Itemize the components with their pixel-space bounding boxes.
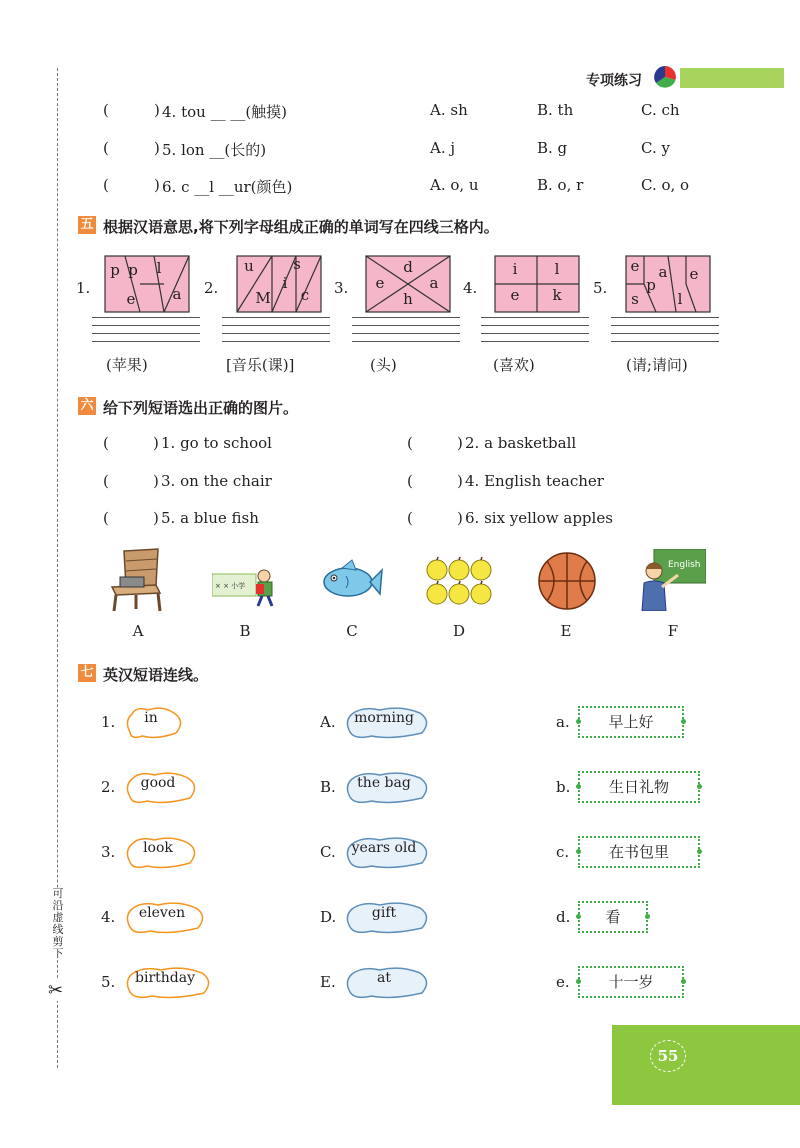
answer-blank-open: ( <box>103 176 109 194</box>
item-caption: (头) <box>370 356 397 374</box>
question-stem: 6. c __l __ur(颜色) <box>162 178 293 196</box>
answer-blank-close: ) <box>154 101 160 119</box>
cut-hint: 可沿虚线剪下 <box>52 887 64 960</box>
item-number: c. <box>556 843 570 861</box>
chinese-meaning[interactable]: 十一岁 <box>578 966 684 998</box>
section5-title: 根据汉语意思,将下列字母组成正确的单词写在四线三格内。 <box>103 218 499 236</box>
picture-label: B <box>239 622 251 640</box>
box-letter: i <box>512 260 518 278</box>
item-number: E. <box>320 973 336 991</box>
option-c[interactable]: C. ch <box>641 101 680 119</box>
letter-box <box>104 255 190 313</box>
box-letter: e <box>689 265 699 283</box>
box-letter: e <box>630 257 640 275</box>
answer-blank-close: ) <box>457 509 463 527</box>
item-caption: [音乐(课)] <box>226 356 295 374</box>
item-number: D. <box>320 908 337 926</box>
chinese-meaning[interactable]: 生日礼物 <box>578 771 700 803</box>
answer-blank-close: ) <box>457 472 463 490</box>
box-letter: p <box>110 261 120 279</box>
item-number: d. <box>556 908 571 926</box>
letter-box <box>236 255 322 313</box>
box-letter: h <box>403 290 413 308</box>
box-letter: p <box>646 276 656 294</box>
box-letter: k <box>552 286 562 304</box>
letter-box <box>494 255 580 313</box>
english-word[interactable]: in <box>144 710 158 726</box>
scissors-icon: ✂ <box>48 980 64 1001</box>
answer-blank-close: ) <box>457 434 463 452</box>
box-letter: s <box>293 255 301 273</box>
english-phrase[interactable]: at <box>377 970 391 986</box>
box-letter: a <box>658 263 668 281</box>
item-number: 5. <box>101 973 116 991</box>
page-number: 55 <box>650 1040 686 1072</box>
english-word[interactable]: eleven <box>138 905 186 921</box>
answer-blank-close: ) <box>153 472 159 490</box>
answer-blank-open: ( <box>103 509 109 527</box>
item-number: 5. <box>593 279 608 297</box>
item-number: B. <box>320 778 336 796</box>
chinese-meaning[interactable]: 早上好 <box>578 706 684 738</box>
header-bar <box>680 68 784 88</box>
header-label: 专项练习 <box>586 73 642 89</box>
option-a[interactable]: A. sh <box>430 101 468 119</box>
chinese-meaning[interactable]: 在书包里 <box>578 836 700 868</box>
phrase-text: 1. go to school <box>161 434 272 452</box>
option-b[interactable]: B. th <box>537 101 574 119</box>
letter-box <box>365 255 451 313</box>
item-number: 4. <box>101 908 116 926</box>
writing-lines[interactable] <box>352 317 460 343</box>
item-number: 2. <box>101 778 116 796</box>
answer-blank-open: ( <box>407 509 413 527</box>
answer-blank-open: ( <box>407 472 413 490</box>
box-letter: e <box>510 286 520 304</box>
english-phrase[interactable]: years old <box>351 840 417 856</box>
question-stem: 5. lon __(长的) <box>162 141 267 159</box>
option-b[interactable]: B. o, r <box>537 176 584 194</box>
section6-badge: 六 <box>78 397 96 415</box>
answer-blank-open: ( <box>103 139 109 157</box>
box-letter: c <box>300 286 310 304</box>
item-number: a. <box>556 713 570 731</box>
answer-blank-close: ) <box>153 509 159 527</box>
child-going-to-school-icon <box>212 562 280 610</box>
answer-blank-open: ( <box>407 434 413 452</box>
phrase-text: 4. English teacher <box>465 472 604 490</box>
box-letter: a <box>429 274 439 292</box>
phrase-text: 6. six yellow apples <box>465 509 613 527</box>
phrase-text: 3. on the chair <box>161 472 272 490</box>
picture-label: F <box>667 622 679 640</box>
picture-label: A <box>132 622 144 640</box>
phrase-text: 5. a blue fish <box>161 509 259 527</box>
box-letter: e <box>375 274 385 292</box>
box-letter: l <box>156 259 162 277</box>
english-phrase[interactable]: the bag <box>357 775 411 791</box>
picture-label: E <box>560 622 572 640</box>
writing-lines[interactable] <box>611 317 719 343</box>
box-letter: s <box>631 290 639 308</box>
color-ball-icon <box>654 66 676 88</box>
answer-blank-open: ( <box>103 101 109 119</box>
english-word[interactable]: good <box>140 775 176 791</box>
section5-badge: 五 <box>78 216 96 234</box>
section7-badge: 七 <box>78 664 96 682</box>
answer-blank-open: ( <box>103 472 109 490</box>
item-number: 1. <box>101 713 116 731</box>
item-number: e. <box>556 973 570 991</box>
basketball-icon <box>537 551 597 611</box>
item-caption: (苹果) <box>106 356 148 374</box>
answer-blank-open: ( <box>103 434 109 452</box>
box-letter: l <box>677 290 683 308</box>
letter-box <box>625 255 711 313</box>
item-number: b. <box>556 778 571 796</box>
box-letter: e <box>126 290 136 308</box>
english-phrase[interactable]: gift <box>371 905 397 921</box>
section6-title: 给下列短语选出正确的图片。 <box>103 399 299 417</box>
picture-label: C <box>346 622 358 640</box>
writing-lines[interactable] <box>92 317 200 343</box>
box-letter: p <box>128 261 138 279</box>
blue-fish-icon <box>318 558 384 606</box>
item-caption: (喜欢) <box>493 356 535 374</box>
box-letter: a <box>172 285 182 303</box>
item-caption: (请;请问) <box>626 356 688 374</box>
picture-label: D <box>452 622 466 640</box>
option-a[interactable]: A. j <box>430 139 456 157</box>
item-number: 3. <box>334 279 349 297</box>
phrase-text: 2. a basketball <box>465 434 577 452</box>
item-number: 4. <box>463 279 478 297</box>
english-word[interactable]: look <box>143 840 173 856</box>
option-c[interactable]: C. o, o <box>641 176 690 194</box>
box-letter: d <box>403 258 413 276</box>
chinese-meaning[interactable]: 看 <box>578 901 648 933</box>
item-number: 3. <box>101 843 116 861</box>
question-stem: 4. tou __ __(触摸) <box>162 103 288 121</box>
chair-with-bag-icon <box>106 547 166 613</box>
section7-title: 英汉短语连线。 <box>103 666 209 684</box>
box-letter: l <box>554 260 560 278</box>
answer-blank-close: ) <box>154 176 160 194</box>
english-teacher-icon <box>638 549 706 611</box>
item-number: 1. <box>76 279 91 297</box>
option-a[interactable]: A. o, u <box>430 176 479 194</box>
writing-lines[interactable] <box>481 317 589 343</box>
item-number: 2. <box>204 279 219 297</box>
option-b[interactable]: B. g <box>537 139 568 157</box>
box-letter: M <box>255 289 271 307</box>
writing-lines[interactable] <box>222 317 330 343</box>
page-tab <box>612 1025 800 1105</box>
board-label: English <box>668 560 701 570</box>
english-phrase[interactable]: morning <box>354 710 414 726</box>
six-apples-icon <box>425 557 493 607</box>
item-number: C. <box>320 843 336 861</box>
english-word[interactable]: birthday <box>135 970 195 986</box>
answer-blank-close: ) <box>153 434 159 452</box>
box-letter: i <box>282 274 288 292</box>
item-number: A. <box>320 713 336 731</box>
answer-blank-close: ) <box>154 139 160 157</box>
option-c[interactable]: C. y <box>641 139 670 157</box>
box-letter: u <box>244 257 254 275</box>
school-sign: × × 小学 <box>215 582 246 590</box>
